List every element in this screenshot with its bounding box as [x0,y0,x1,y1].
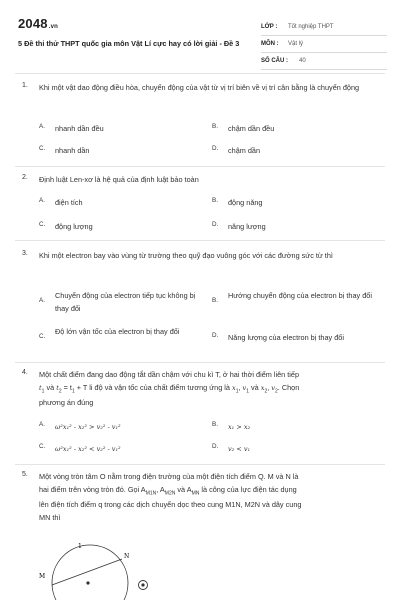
option-text: v₂ < v₁ [228,445,251,453]
math-sub: 2 [264,387,268,394]
question-1 [22,82,382,162]
option-text: Chuyển động của electron tiếp tục không bị thay đổi [55,291,196,313]
figure-circle [52,545,128,600]
divider [15,166,385,167]
math-v2: v [271,383,275,392]
text-fragment: = t [63,382,72,392]
question-5 [22,471,382,531]
meta-key: MÔN : [261,41,279,47]
option-letter: D. [212,145,219,152]
option-letter: D. [212,332,219,339]
question-number: 3. [22,250,28,257]
charge-q-icon [136,578,150,592]
question-number: 4. [22,369,28,376]
math-sub: 1 [235,387,239,394]
text-fragment: + T li độ và vận tốc của chất điểm tương ứng là [76,382,230,392]
question-number: 5. [22,471,28,478]
math-sub: M1N [145,489,157,496]
chord-mn [52,559,122,585]
option-text: ω²x₁² - x₂² > v₂² - v₁² [55,423,121,431]
option-text: Độ lớn vận tốc của electron bị thay đổi [55,327,180,336]
question-number: 1. [22,82,28,89]
question-text-line-1: Một chất điểm đang dao động tắt dần chậm với chu kì T, ở hai thời điểm liên tiếp [39,370,300,379]
option-letter: C. [39,443,46,450]
text-fragment: , A [156,484,165,494]
meta-value: Vật lý [288,41,304,47]
text-fragment: là công của lực điện tác dụng [199,484,297,494]
question-4 [22,369,382,464]
text-fragment: . Chọn [277,382,300,392]
option-letter: A. [39,123,45,130]
option-letter: D. [212,443,219,450]
question-3 [22,250,382,360]
label-n: N [124,553,130,560]
option-letter: B. [212,123,218,130]
meta-row-count [261,54,387,70]
question-text: Khi một electron bay vào vùng từ trường theo quỹ đạo vuông góc với các đường sức từ thì [39,251,333,260]
question-text: Khi một vật dao động điều hòa, chuyển động của vật từ vị trí biên về vị trí cân bằng là chuyển động [39,83,360,92]
divider [15,240,385,241]
label-1: 1 [78,543,82,550]
text-fragment: hai điểm trên vòng tròn đó. Gọi A [39,484,146,494]
option-text: chậm dần đều [228,124,275,133]
question-text-line-2: $t_1$ và $t_2 = t_1 + T$ li độ và vận tốc của chất điểm tương ứng là $x_1$, $v_1$ và $x_2$, $v_2$. Chọn [39,382,300,394]
math-v1: v [242,383,247,392]
document-title: 5 Đề thi thử THPT quốc gia môn Vật Lí cực hay có lời giải - Đề 3 [18,39,240,48]
option-letter: C. [39,221,46,228]
meta-box [261,20,387,71]
option-text: năng lượng [228,222,266,231]
question-2 [22,174,382,234]
math-sub: 1 [246,387,249,394]
meta-value: 40 [299,58,306,64]
option-text: chậm dần [228,146,261,155]
meta-key: LỚP : [261,24,278,30]
text-fragment: và A [175,484,192,494]
meta-value: Tốt nghiệp THPT [288,24,334,30]
option-text: x₁ > x₂ [228,423,251,431]
question-text: Định luật Len-xơ là hệ quả của định luật bảo toàn [39,175,199,184]
option-text: ω²x₁² - x₂² < v₂² - v₁² [55,445,121,453]
divider [15,73,385,74]
math-sub: 2 [58,387,62,394]
meta-key: SỐ CÂU : [261,58,288,64]
site-logo[interactable] [18,16,58,31]
option-text: nhanh dần [55,146,90,155]
option-letter: B. [212,197,218,204]
math-t2: t [56,383,59,392]
logo-main-text: 2048 [18,16,48,31]
meta-row-subject [261,37,387,53]
question-text-line-4: MN thì [39,512,61,522]
option-letter: A. [39,421,45,428]
math-sub: 2 [274,387,278,394]
question-text-line-1: Một vòng tròn tâm O nằm trong điện trường của một điện tích điểm Q. M và N là [39,472,299,481]
math-sub: 1 [41,387,45,394]
option-text: động năng [228,198,263,207]
option-text: Hướng chuyển động của electron bị thay đổi [228,291,372,300]
option-text: điện tích [55,198,83,207]
label-m: M [39,573,46,580]
option-letter: C. [39,145,46,152]
question-text-line-3: phương án đúng [39,398,94,408]
option-letter: B. [212,421,218,428]
option-letter: C. [39,333,46,340]
divider [15,464,385,465]
option-letter: A. [39,197,45,204]
question-number: 2. [22,174,28,181]
math-sub: MN [191,489,200,496]
question-text-line-2 [39,484,379,500]
option-text: Năng lượng của electron bị thay đổi [228,333,344,342]
option-text: nhanh dần đều [55,124,104,133]
option-text: động lượng [55,222,93,231]
document-header [15,10,387,68]
divider [15,362,385,363]
math-t1: t [39,383,42,392]
question-text-line-3: lên điện tích điểm q trong các dịch chuyển dọc theo cung M1N, M2N và dây cung [39,500,302,510]
center-point [86,581,89,584]
math-x1: x [232,383,236,392]
math-x2: x [260,383,265,392]
text-fragment: và [46,382,55,392]
meta-row-class [261,20,387,36]
option-letter: B. [212,297,218,304]
question-text [39,471,379,524]
option-letter: A. [39,297,45,304]
logo-sub-text: .vn [48,24,59,30]
text-fragment: và [251,382,259,392]
option-letter: D. [212,221,219,228]
math-sub: M2N [164,489,176,496]
math-sub: 1 [71,387,75,394]
question-text [39,369,379,410]
